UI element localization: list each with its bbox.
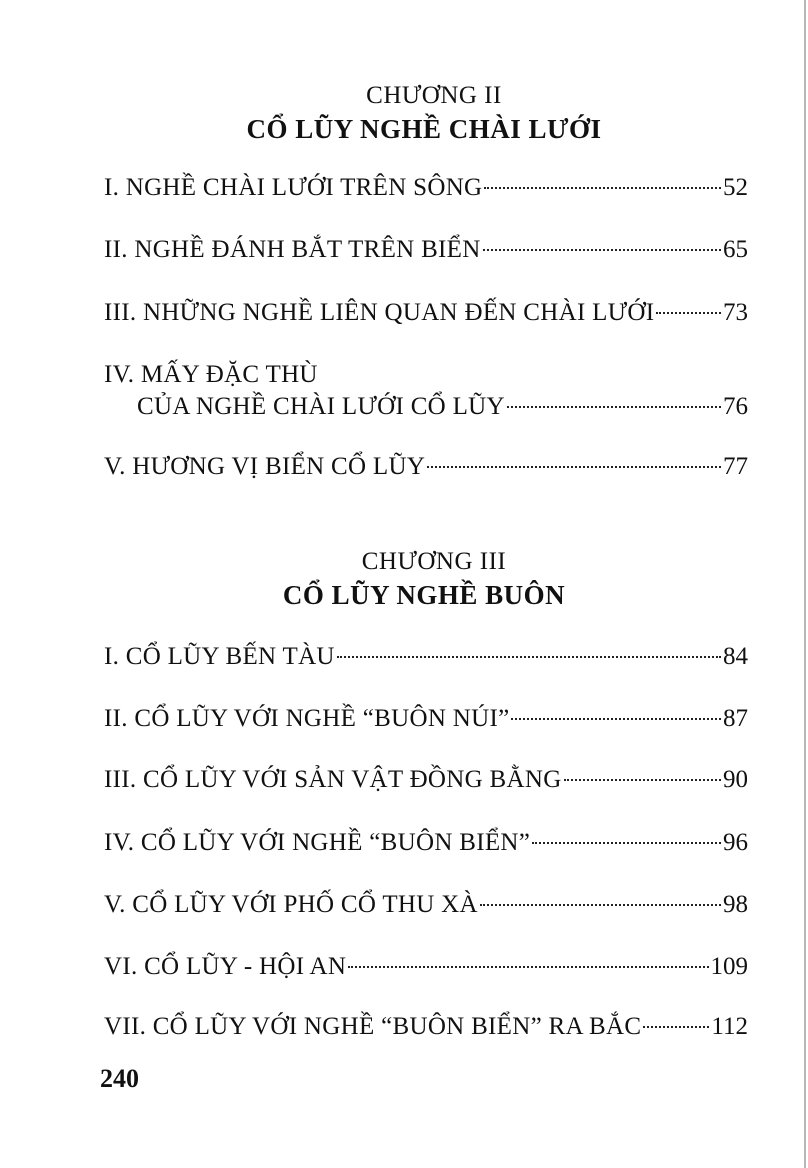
toc-entry-page: 109: [710, 953, 748, 980]
toc-entry-page: 77: [723, 453, 748, 480]
toc-entry-title: IV. CỔ LŨY VỚI NGHỀ “BUÔN BIỂN”: [104, 829, 531, 856]
toc-entry[interactable]: [104, 704, 748, 734]
toc-entry-title: III. CỔ LŨY VỚI SẢN VẬT ĐỒNG BẰNG: [104, 766, 562, 793]
toc-entry-page: 65: [723, 236, 748, 263]
toc-entry[interactable]: [104, 890, 748, 920]
dot-leader: [337, 656, 721, 658]
toc-entry-title: III. NHỮNG NGHỀ LIÊN QUAN ĐẾN CHÀI LƯỚI: [104, 299, 655, 326]
toc-entry-title: VII. CỔ LŨY VỚI NGHỀ “BUÔN BIỂN” RA BẮC: [104, 1013, 642, 1040]
dot-leader: [643, 1026, 709, 1028]
toc-entry[interactable]: [104, 235, 748, 265]
toc-entry-page: 87: [723, 705, 748, 732]
dot-leader: [656, 312, 721, 314]
toc-entry[interactable]: [104, 360, 748, 422]
toc-entry[interactable]: [104, 828, 748, 858]
chapter-title: CỔ LŨY NGHỀ BUÔN: [282, 580, 566, 610]
chapter-label: CHƯƠNG II: [366, 82, 502, 109]
chapter-label: CHƯƠNG III: [361, 548, 507, 575]
toc-entry-title: II. NGHỀ ĐÁNH BẮT TRÊN BIỂN: [104, 236, 481, 263]
dot-leader: [511, 718, 721, 720]
toc-entry[interactable]: [104, 1012, 748, 1042]
dot-leader: [427, 466, 721, 468]
dot-leader: [480, 904, 721, 906]
toc-entry-title-line1: IV. MẤY ĐẶC THÙ: [104, 361, 318, 388]
toc-entry-title: II. CỔ LŨY VỚI NGHỀ “BUÔN NÚI”: [104, 705, 510, 732]
toc-entry-page: 90: [723, 766, 748, 793]
toc-entry-title: CỦA NGHỀ CHÀI LƯỚI CỔ LŨY: [137, 393, 505, 420]
toc-entry[interactable]: [104, 642, 748, 672]
toc-entry[interactable]: [104, 452, 748, 482]
page-number: 240: [100, 1064, 139, 1093]
dot-leader: [507, 406, 721, 408]
toc-entry[interactable]: [104, 173, 748, 203]
toc-entry-page: 73: [723, 299, 748, 326]
toc-entry-title: I. NGHỀ CHÀI LƯỚI TRÊN SÔNG: [104, 174, 483, 201]
toc-entry-page: 84: [723, 643, 748, 670]
dot-leader: [564, 779, 721, 781]
toc-entry-page: 112: [711, 1013, 748, 1040]
toc-entry-page: 96: [723, 829, 748, 856]
toc-entry-title: I. CỔ LŨY BẾN TÀU: [104, 643, 335, 670]
dot-leader: [532, 842, 721, 844]
toc-entry-title: VI. CỔ LŨY - HỘI AN: [104, 953, 347, 980]
toc-entry-page: 98: [723, 891, 748, 918]
toc-entry-page: 52: [723, 174, 748, 201]
dot-leader: [483, 249, 721, 251]
toc-entry[interactable]: [104, 952, 748, 982]
toc-entry-title: V. HƯƠNG VỊ BIỂN CỔ LŨY: [104, 453, 426, 480]
toc-entry[interactable]: [104, 298, 748, 328]
toc-entry-page: 76: [723, 393, 748, 420]
dot-leader: [348, 966, 708, 968]
dot-leader: [484, 187, 721, 189]
toc-entry[interactable]: [104, 765, 748, 795]
toc-entry-title: V. CỔ LŨY VỚI PHỐ CỔ THU XÀ: [104, 891, 478, 918]
chapter-title: CỔ LŨY NGHỀ CHÀI LƯỚI: [246, 114, 602, 144]
